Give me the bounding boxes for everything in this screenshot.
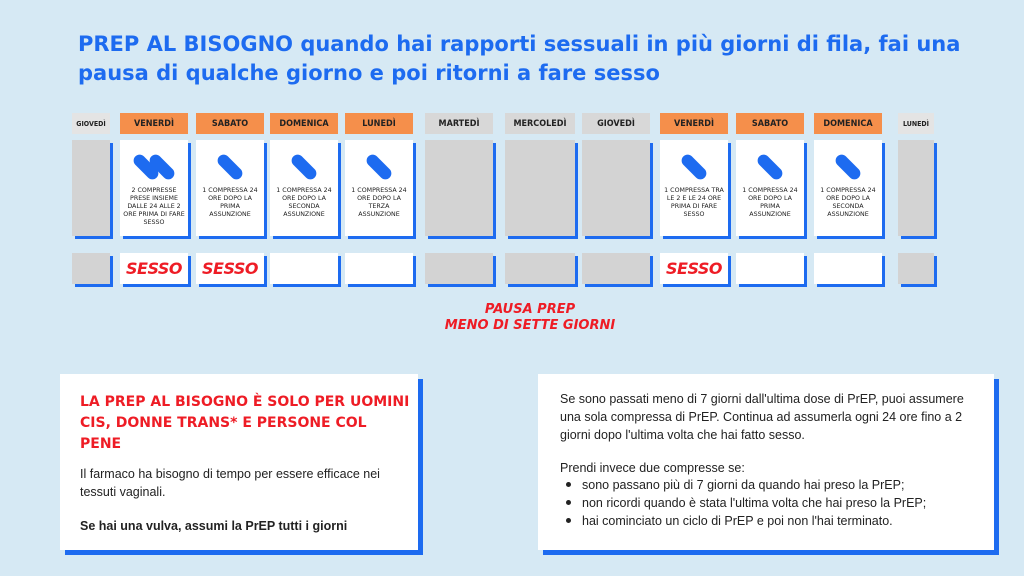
day-header: LUNEDÌ [898,113,934,134]
day-card [196,140,264,236]
dose-description: 2 COMPRESSE PRESE INSIEME DALLE 24 ALLE 2 ORE PRIMA DI FARE SESSO [123,187,185,226]
day-header: SABATO [736,113,804,134]
info-box-left [60,374,418,550]
pills-group [270,152,338,180]
pills-group [736,152,804,180]
sex-indicator-box [660,253,728,284]
pause-label-line2: MENO DI SETTE GIORNI [444,318,616,333]
sex-indicator-box [898,253,934,284]
day-card [425,140,493,236]
left-box-heading: LA PREP AL BISOGNO È SOLO PER UOMINI CIS, DONNE TRANS* E PERSONE COL PENE [80,394,410,452]
dose-description: 1 COMPRESSA 24 ORE DOPO LA TERZA ASSUNZIONE [351,187,407,218]
sex-indicator-box [736,253,804,284]
sex-indicator-box [72,253,110,284]
sex-indicator-box [196,253,264,284]
day-header: VENERDÌ [660,113,728,134]
sex-indicator-box [582,253,650,284]
day-header: DOMENICA [814,113,882,134]
bullet-dot-icon [566,482,571,487]
pills-group [120,152,188,180]
day-card [898,140,934,236]
day-card [345,140,413,236]
left-box-paragraph: Il farmaco ha bisogno di tempo per essere efficace nei tessuti vaginali. [80,467,380,499]
day-header: LUNEDÌ [345,113,413,134]
bullet-dot-icon [566,500,571,505]
bullet-item [560,494,980,512]
day-header: VENERDÌ [120,113,188,134]
info-box-right [538,374,994,550]
pill-icon [364,152,394,182]
pills-group [814,152,882,180]
dose-description: 1 COMPRESSA TRA LE 2 E LE 24 ORE PRIMA DI FARE SESSO [664,187,724,218]
day-card [505,140,575,236]
sex-indicator-box [270,253,338,284]
pill-icon [289,152,319,182]
dose-description: 1 COMPRESSA 24 ORE DOPO LA SECONDA ASSUNZIONE [276,187,332,218]
sex-indicator-box [345,253,413,284]
sex-indicator-box [814,253,882,284]
day-card [270,140,338,236]
dose-description: 1 COMPRESSA 24 ORE DOPO LA PRIMA ASSUNZIONE [742,187,798,218]
day-header: GIOVEDÌ [72,113,110,134]
pill-icon [679,152,709,182]
pause-label [430,302,630,334]
pills-group [660,152,728,180]
bullet-text: hai cominciato un ciclo di PrEP e poi non l'hai terminato. [582,514,893,528]
bullet-text: sono passano più di 7 giorni da quando hai preso la PrEP; [582,478,905,492]
day-card [582,140,650,236]
right-box-bullet-list [560,476,980,530]
right-box-intro: Prendi invece due compresse se: [560,461,745,475]
left-box-bold-note: Se hai una vulva, assumi la PrEP tutti i giorni [80,519,348,533]
sex-indicator-box [505,253,575,284]
sex-indicator-box [120,253,188,284]
bullet-dot-icon [566,518,571,523]
day-header: GIOVEDÌ [582,113,650,134]
pill-icon [833,152,863,182]
pause-label-line1: PAUSA PREP [484,302,576,317]
dose-description: 1 COMPRESSA 24 ORE DOPO LA PRIMA ASSUNZIONE [202,187,258,218]
day-card [72,140,110,236]
bullet-item [560,512,980,530]
day-header: MARTEDÌ [425,113,493,134]
day-header: MERCOLEDÌ [505,113,575,134]
bullet-text: non ricordi quando è stata l'ultima volta che hai preso la PrEP; [582,496,927,510]
bullet-item [560,476,980,494]
day-header: SABATO [196,113,264,134]
page-title: PREP AL BISOGNO quando hai rapporti sessuali in più giorni di fila, fai una pausa di qualche giorno e poi ritorni a fare sesso [78,32,961,85]
day-card [120,140,188,236]
day-card [814,140,882,236]
pill-icon [755,152,785,182]
pill-icon [215,152,245,182]
pills-group [345,152,413,180]
sex-label: SESSO [201,259,259,278]
pills-group [196,152,264,180]
sex-label: SESSO [125,259,183,278]
sex-label: SESSO [665,259,723,278]
sex-indicator-box [425,253,493,284]
day-card [736,140,804,236]
right-box-paragraph: Se sono passati meno di 7 giorni dall'ultima dose di PrEP, puoi assumere una sola compressa di PrEP. Continua ad assumerla ogni 24 ore fino a 2 giorni dopo l'ultima volta che hai fatto sesso. [560,392,964,442]
day-header: DOMENICA [270,113,338,134]
day-card [660,140,728,236]
dose-description: 1 COMPRESSA 24 ORE DOPO LA SECONDA ASSUNZIONE [820,187,876,218]
